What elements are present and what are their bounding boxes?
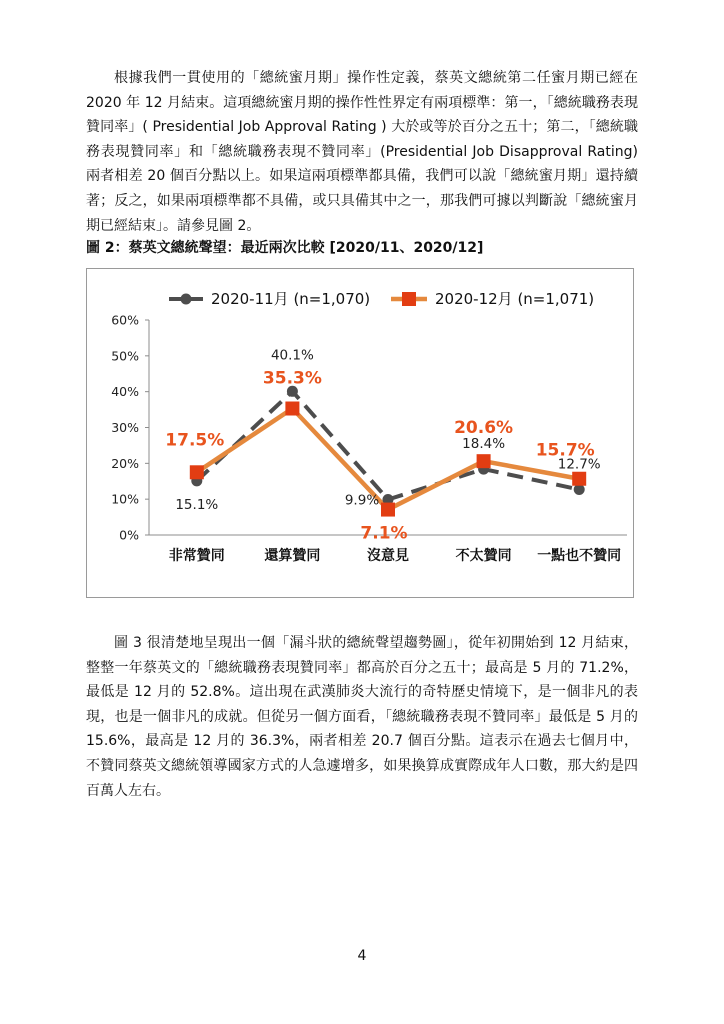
point-2020-12: [572, 472, 586, 486]
data-label-2020-11: 9.9%: [344, 492, 380, 509]
data-label-2020-11: 40.1%: [270, 347, 314, 364]
legend-label-2020-12: 2020-12月 (n=1,071): [435, 290, 595, 308]
data-label-2020-12: 17.5%: [165, 430, 225, 451]
data-label-2020-12: 35.3%: [262, 368, 322, 389]
data-label-2020-12: 7.1%: [360, 523, 408, 544]
x-category-label: 不太贊同: [455, 548, 512, 564]
analysis-paragraph: [86, 631, 638, 803]
data-label-2020-11: 15.1%: [175, 496, 219, 513]
x-category-label: 非常贊同: [168, 548, 225, 564]
x-category-label: 還算贊同: [264, 548, 321, 564]
intro-paragraph-text: 根據我們一貫使用的「總統蜜月期」操作性定義，蔡英文總統第二任蜜月期已經在 2020 年 12 月結束。這項總統蜜月期的操作性性界定有兩項標準：第一，「總統職務表現贊同率」( Presidential Job Approval Rating ) 大於或等於百分之五十；第二，「總統職務表現贊同率」和「總統職務表現不贊同率」(Presidential Job Disapproval Rating) 兩者相差 20 個百分點以上。如果這兩項標準都具備，我們可以說「總統蜜月期」還持續著；反之，如果兩項標準都不具備，或只具備其中之一，那我們可據以判斷說「總統蜜月期已經結束」。請參見圖 2。: [86, 70, 638, 234]
y-tick-label: 20%: [111, 455, 139, 471]
point-2020-12: [477, 454, 491, 468]
data-label-2020-12: 15.7%: [535, 440, 595, 461]
y-tick-label: 10%: [111, 491, 139, 507]
y-tick-label: 60%: [111, 312, 139, 328]
chart-frame: [86, 268, 634, 598]
page-number: 4: [357, 948, 367, 964]
data-label-2020-12: 20.6%: [454, 418, 514, 439]
y-tick-label: 30%: [111, 420, 139, 435]
data-label-2020-11: 12.7%: [557, 456, 601, 473]
legend-swatch-marker-2020-11: [181, 294, 192, 305]
y-tick-label: 0%: [119, 527, 139, 543]
legend-swatch-marker-2020-12: [402, 292, 416, 306]
figure-caption: 圖 2：蔡英文總統聲望：最近兩次比較 [2020/11、2020/12]: [86, 240, 484, 256]
y-tick-label: 50%: [111, 348, 139, 364]
data-label-2020-11: 18.4%: [462, 436, 506, 453]
point-2020-12: [285, 402, 299, 416]
legend-label-2020-11: 2020-11月 (n=1,070): [211, 290, 371, 308]
series-line-2020-11: [197, 391, 579, 499]
y-tick-label: 40%: [111, 384, 139, 400]
point-2020-12: [190, 465, 204, 479]
line-chart: [87, 269, 633, 597]
analysis-paragraph-text: 圖 3 很清楚地呈現出一個「漏斗狀的總統聲望趨勢圖」，從年初開始到 12 月結束，整整一年蔡英文的「總統職務表現贊同率」都高於百分之五十；最高是 5 月的 71.2%，最低是 12 月的 52.8%。這出現在武漢肺炎大流行的奇特歷史情境下，是一個非凡的表現，也是一個非凡的成就。但從另一個方面看，「總統職務表現不贊同率」最低是 5 月的 15.6%，最高是 12 月的 36.3%，兩者相差 20.7 個百分點。這表示在過去七個月中，不贊同蔡英文總統領導國家方式的人急遽增多，如果換算成實際成年人口數，那大約是四百萬人左右。: [86, 635, 638, 799]
x-category-label: 一點也不贊同: [537, 548, 622, 564]
x-category-label: 沒意見: [367, 548, 409, 564]
point-2020-12: [381, 503, 395, 517]
intro-paragraph: [86, 66, 638, 238]
